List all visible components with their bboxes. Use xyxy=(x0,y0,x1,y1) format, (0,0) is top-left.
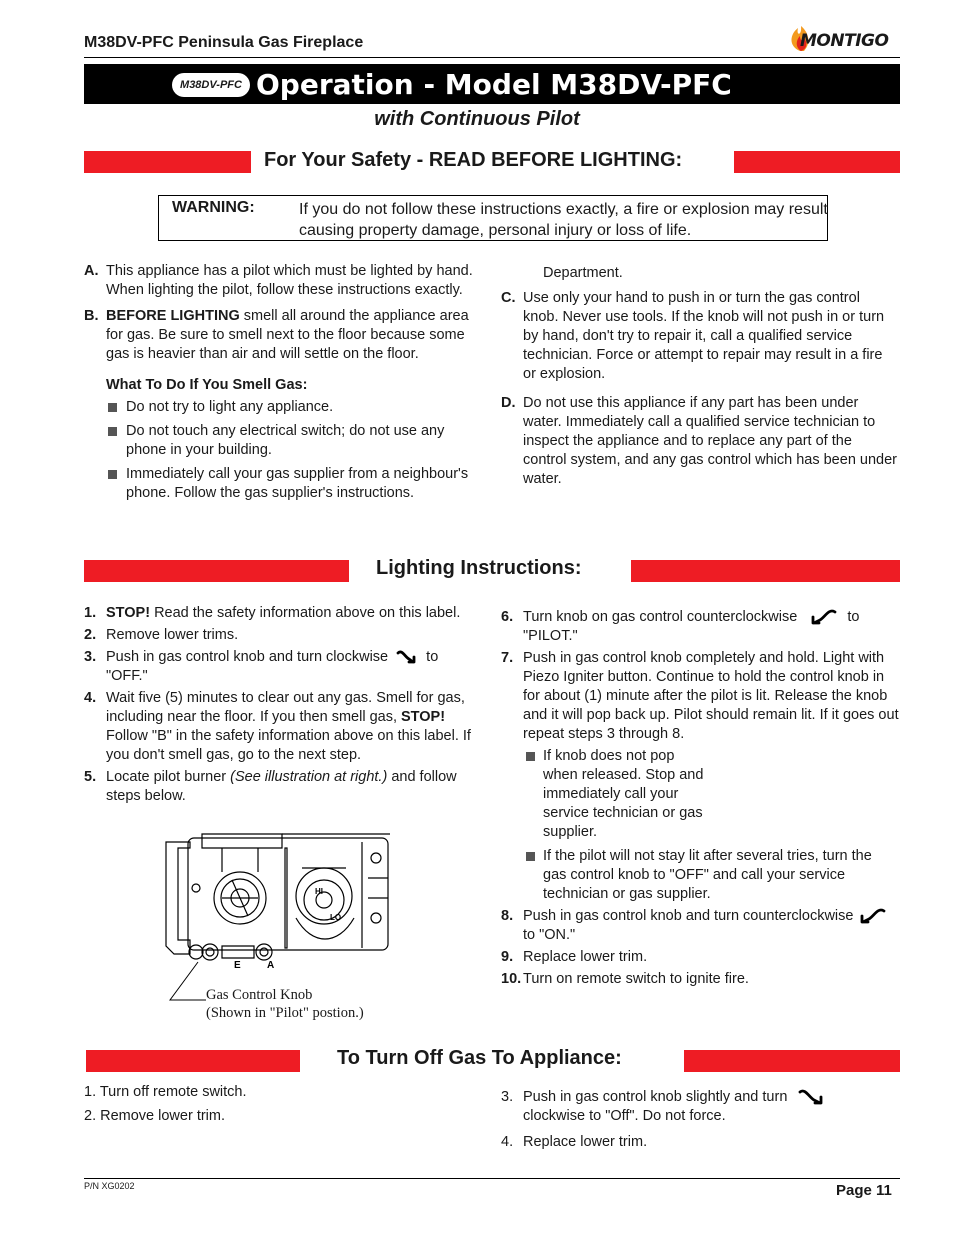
warning-box xyxy=(158,195,828,241)
smell-bullet: Do not try to light any appliance. xyxy=(84,398,480,417)
step-number: 3. xyxy=(501,1089,514,1105)
item-label: B. xyxy=(84,308,99,324)
red-bar-right xyxy=(631,560,900,582)
lighting-step-5 xyxy=(84,768,472,806)
step-number: 4. xyxy=(501,1134,514,1150)
safety-right-column xyxy=(501,264,899,496)
item-text: Do not use this appliance if any part has been under water. Immediately call a qualified service technician to inspect the appliance and to replace any part of the control system, and any gas control which has been under water. xyxy=(523,395,897,487)
knob-label-hi: HI xyxy=(315,887,323,896)
lighting-step-10 xyxy=(501,970,899,989)
lighting-step-1 xyxy=(84,604,472,623)
part-number: P/N XG0202 xyxy=(84,1181,135,1191)
red-bar-left xyxy=(84,560,349,582)
lighting-right-column xyxy=(501,608,899,996)
safety-item-a xyxy=(84,262,480,300)
montigo-logo xyxy=(786,16,902,56)
warning-text: If you do not follow these instructions exactly, a fire or explosion may result causing property damage, personal injury or loss of life. xyxy=(299,201,828,239)
counterclockwise-arrow-icon xyxy=(858,908,888,924)
turn-off-step-3 xyxy=(501,1088,899,1126)
document-title: M38DV-PFC Peninsula Gas Fireplace xyxy=(84,34,364,51)
smell-bullet: Do not touch any electrical switch; do not use any phone in your building. xyxy=(84,422,480,460)
step-text-end: clockwise to "Off". Do not force. xyxy=(523,1108,726,1124)
warning-label: WARNING: xyxy=(172,199,255,216)
step-text-end: to "OFF." xyxy=(106,649,439,684)
valve-label-e: E xyxy=(234,960,241,971)
lighting-step-6 xyxy=(501,608,899,646)
step-text-end: to "PILOT." xyxy=(523,609,860,644)
lighting-step-4 xyxy=(84,689,472,765)
safety-heading: For Your Safety - READ BEFORE LIGHTING: xyxy=(264,149,683,171)
turn-off-heading: To Turn Off Gas To Appliance: xyxy=(337,1047,622,1069)
smell-bullet: Immediately call your gas supplier from a neighbour's phone. Follow the gas supplier's instructions. xyxy=(84,465,480,503)
safety-left-column xyxy=(84,262,480,508)
safety-item-b xyxy=(84,307,480,364)
step-number: 9. xyxy=(501,949,514,965)
red-bar-left xyxy=(86,1050,300,1072)
red-bar-right xyxy=(734,151,900,173)
item-text: Use only your hand to push in or turn the gas control knob. Never use tools. If the knob will not push in or turn by hand, don't try to repair it, call a qualified service technician. Force or attempt to repair may result in a fire or explosion. xyxy=(523,290,885,382)
step-text: Turn knob on gas control counterclockwise xyxy=(523,609,798,625)
safety-item-d xyxy=(501,394,899,489)
turn-off-step-4 xyxy=(501,1133,899,1152)
item-label: A. xyxy=(84,263,99,279)
page-subtitle: with Continuous Pilot xyxy=(374,108,580,130)
item-label: C. xyxy=(501,290,516,306)
title-banner xyxy=(84,64,900,104)
step-number: 2. xyxy=(84,627,97,643)
step-text: Push in gas control knob and turn counterclockwise xyxy=(523,908,854,924)
step-text-end: Follow "B" in the safety information above on this label. If you don't smell gas, go to the next step. xyxy=(106,728,471,763)
item-bold: BEFORE LIGHTING xyxy=(106,308,240,324)
step-number: 8. xyxy=(501,908,514,924)
step-text: Locate pilot burner xyxy=(106,769,231,785)
lighting-left-column xyxy=(84,604,472,813)
caption-leader-line xyxy=(166,960,206,1006)
clockwise-arrow-icon xyxy=(396,649,418,665)
step-text: Turn on remote switch to ignite fire. xyxy=(523,971,749,987)
lighting-step-7 xyxy=(501,649,899,744)
step-text: Read the safety information above on this label. xyxy=(150,605,461,621)
step-7-bullet: If the pilot will not stay lit after several tries, turn the gas control knob to "OFF" and call your service technician or gas supplier. xyxy=(501,847,899,904)
step-text: Replace lower trim. xyxy=(523,1134,648,1150)
step-number: 10. xyxy=(501,971,522,987)
step-text: Push in gas control knob and turn clockwise xyxy=(106,649,389,665)
step-number: 5. xyxy=(84,769,97,785)
step-number: 7. xyxy=(501,650,514,666)
lighting-step-8 xyxy=(501,907,899,945)
footer-rule xyxy=(84,1178,900,1179)
counterclockwise-arrow-icon xyxy=(809,609,839,625)
turn-off-right-column xyxy=(501,1088,899,1159)
red-bar-left xyxy=(84,151,251,173)
page-number: Page 11 xyxy=(836,1182,892,1199)
caption-line: Gas Control Knob xyxy=(206,987,313,1003)
gas-valve-illustration xyxy=(162,828,390,974)
step-number: 3. xyxy=(84,649,97,665)
smell-gas-heading: What To Do If You Smell Gas: xyxy=(106,377,308,393)
step-text: Push in gas control knob slightly and turn xyxy=(523,1089,788,1105)
step-bold: STOP! xyxy=(106,605,151,621)
step-text: Wait five (5) minutes to clear out any gas. Smell for gas, including near the floor. If you then smell gas, xyxy=(106,690,465,725)
continued-text: Department. xyxy=(543,265,623,281)
item-text: This appliance has a pilot which must be lighted by hand. When lighting the pilot, follow these instructions exactly. xyxy=(106,263,473,298)
turn-off-step-1: 1. Turn off remote switch. xyxy=(84,1084,247,1100)
step-text: Replace lower trim. xyxy=(523,949,648,965)
lighting-step-3 xyxy=(84,648,472,686)
illustration-caption xyxy=(206,986,364,1022)
caption-line: (Shown in "Pilot" postion.) xyxy=(206,1005,364,1021)
turn-off-left-column xyxy=(84,1083,474,1126)
step-italic: (See illustration at right.) xyxy=(230,769,388,785)
red-bar-right xyxy=(684,1050,900,1072)
knob-label-lo: LO xyxy=(330,913,342,922)
step-number: 1. xyxy=(84,605,97,621)
lighting-step-9 xyxy=(501,948,899,967)
step-text: Remove lower trims. xyxy=(106,627,239,643)
header-rule xyxy=(84,57,900,58)
model-badge: M38DV-PFC xyxy=(172,73,250,97)
step-text-end: to "ON." xyxy=(523,927,576,943)
turn-off-step-2: 2. Remove lower trim. xyxy=(84,1108,226,1124)
lighting-heading: Lighting Instructions: xyxy=(376,557,582,579)
lighting-step-2 xyxy=(84,626,472,645)
page-title: Operation - Model M38DV-PFC xyxy=(256,68,732,101)
item-text: smell all around the appliance area for gas. Be sure to smell next to the floor because some gas is heavier than air and will settle on the floor. xyxy=(106,308,469,362)
step-number: 6. xyxy=(501,609,514,625)
safety-item-c xyxy=(501,289,899,384)
step-text-end: and follow steps below. xyxy=(106,769,457,804)
clockwise-arrow-icon xyxy=(797,1089,827,1105)
step-text: Push in gas control knob completely and hold. Light with Piezo Igniter button. Continue to hold the control knob in for about (1) minute after the pilot is lit. Release the knob and it will pop back up. Pilot should remain lit. If it goes out repeat steps 3 through 8. xyxy=(523,650,899,742)
step-number: 4. xyxy=(84,690,97,706)
item-label: D. xyxy=(501,395,516,411)
step-bold: STOP! xyxy=(401,709,446,725)
logo-wordmark: MONTIGO xyxy=(800,31,889,51)
valve-label-a: A xyxy=(267,960,275,971)
step-7-bullet: If knob does not pop when released. Stop and immediately call your service technician or gas supplier. xyxy=(501,747,711,842)
